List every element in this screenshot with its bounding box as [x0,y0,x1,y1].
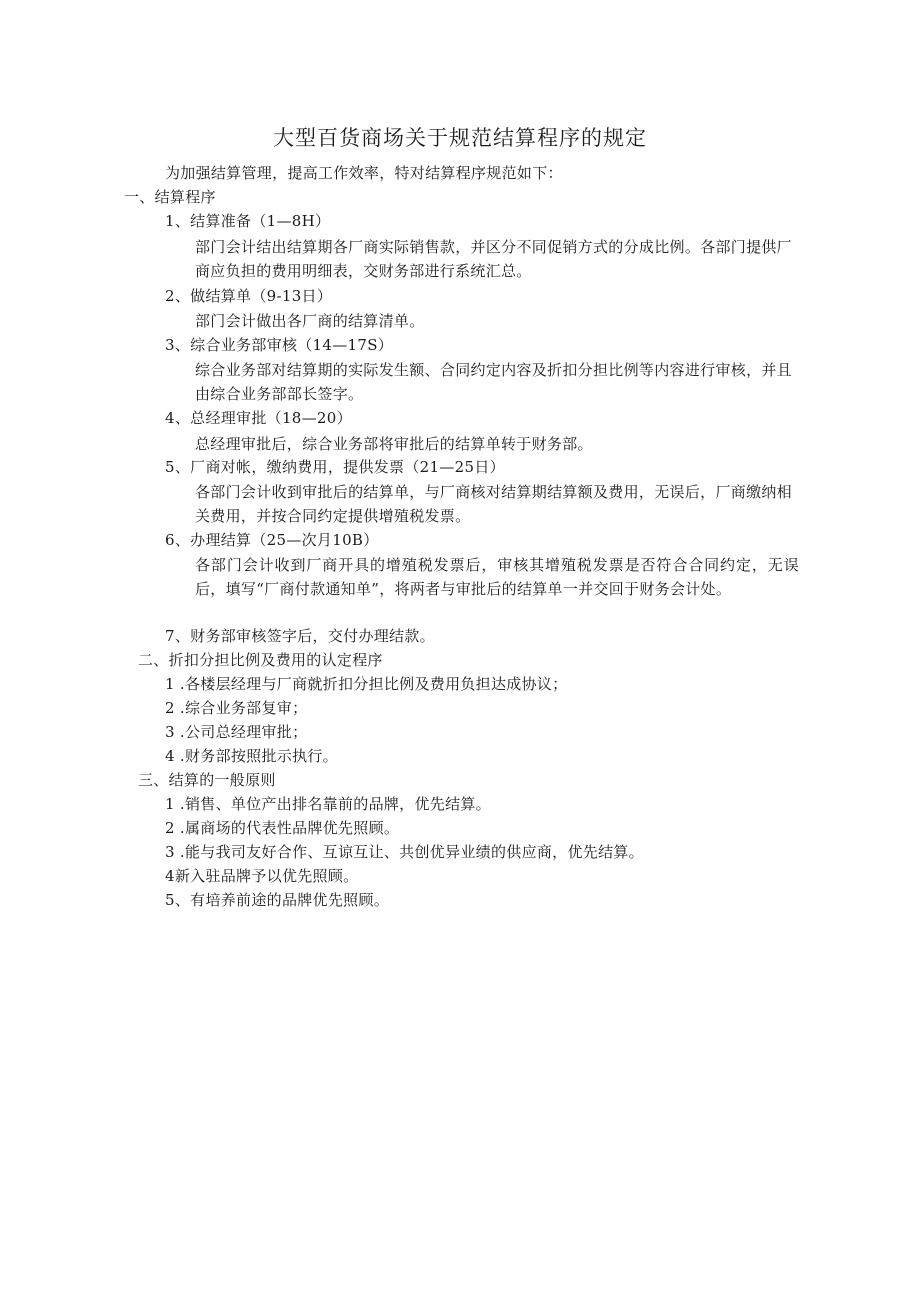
section-heading-1: 一、结算程序 [124,188,216,206]
section1-item-7-label: 7、财务部审核签字后，交付办理结款。 [165,627,435,645]
section1-item-6-label: 6、办理结算（25—次月10B） [165,531,379,549]
intro-paragraph: 为加强结算管理，提高工作效率，特对结算程序规范如下： [165,164,563,182]
section1-item-5-label: 5、厂商对帐，缴纳费用，提供发票（21—25日） [165,458,505,476]
section-heading-2: 二、折扣分担比例及费用的认定程序 [138,651,383,669]
section1-item-1-text: 部门会计结出结算期各厂商实际销售款，并区分不同促销方式的分成比例。各部门提供厂商应负担的费用明细表，交财务部进行系统汇总。 [195,238,792,280]
section2-item-2: 2 .综合业务部复审； [165,699,308,717]
document-title: 大型百货商场关于规范结算程序的规定 [273,126,647,150]
section1-item-5-text: 各部门会计收到审批后的结算单，与厂商核对结算期结算额及费用，无误后，厂商缴纳相关费用，并按合同约定提供增殖税发票。 [195,483,792,525]
section3-item-4: 4新入驻品牌予以优先照顾。 [165,867,359,885]
section1-item-1-label: 1、结算准备（1—8H） [165,212,331,230]
section1-item-4-label: 4、总经理审批（18—20） [165,409,352,427]
section3-item-1: 1 .销售、单位产出排名靠前的品牌，优先结算。 [165,795,491,813]
section1-item-4-text: 总经理审批后，综合业务部将审批后的结算单转于财务部。 [195,435,593,453]
section1-item-6-text: 各部门会计收到厂商开具的增殖税发票后，审核其增殖税发票是否符合合同约定，无误后，填写“厂商付款通知单”，将两者与审批后的结算单一并交回于财务会计处。 [195,556,799,598]
section2-item-4: 4 .财务部按照批示执行。 [165,747,338,765]
section3-item-2: 2 .属商场的代表性品牌优先照顾。 [165,819,400,837]
section3-item-3: 3 .能与我司友好合作、互谅互让、共创优异业绩的供应商，优先结算。 [165,843,644,861]
section1-item-3-label: 3、综合业务部审核（14—17S） [165,336,394,354]
section-heading-3: 三、结算的一般原则 [138,771,276,789]
section3-item-5: 5、有培养前途的品牌优先照顾。 [165,891,390,909]
section2-item-1: 1 .各楼层经理与厂商就折扣分担比例及费用负担达成协议； [165,675,568,693]
section1-item-2-text: 部门会计做出各厂商的结算清单。 [195,312,425,330]
section2-item-3: 3 .公司总经理审批； [165,723,308,741]
section1-item-3-text: 综合业务部对结算期的实际发生额、合同约定内容及折扣分担比例等内容进行审核，并且由综合业务部部长签字。 [195,361,792,403]
section1-item-2-label: 2、做结算单（9-13日） [165,287,333,305]
